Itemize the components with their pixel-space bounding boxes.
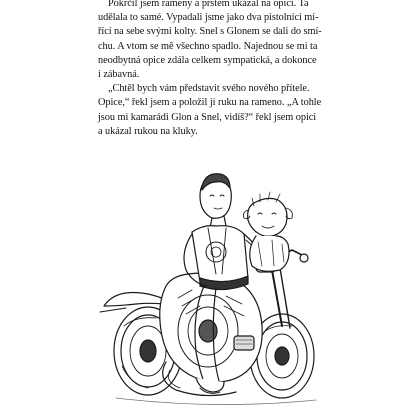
text-line: i zábavná. xyxy=(98,68,140,80)
text-line: neodbytná opice zdála celkem sympatická, a dokonce xyxy=(98,54,317,66)
text-line: Pokrčil jsem rameny a prstem ukázal na opici. Ta xyxy=(108,0,309,9)
story-text xyxy=(98,0,328,139)
text-line: „Chtěl bych vám představit svého nového přítele. xyxy=(108,83,310,95)
text-line: řící na sebe svými kolty. Snel s Glonem se dali do smí- xyxy=(98,26,322,38)
ground-shadow xyxy=(116,398,316,405)
monkey xyxy=(244,192,293,271)
text-line: Opice,“ řekl jsem a položil jí ruku na rameno. „A tohle xyxy=(98,97,322,109)
text-line: chu. A vtom se mě všechno spadlo. Najednou se mi ta xyxy=(98,40,318,52)
illustration-boy-on-motorcycle xyxy=(96,166,336,416)
text-line: udělala to samé. Vypadali jsme jako dva pistolníci mí- xyxy=(98,12,319,24)
text-line: a ukázal rukou na kluky. xyxy=(98,125,198,137)
text-line: jsou mi kamarádi Glon a Snel, vidíš?“ řekl jsem opici xyxy=(98,111,317,123)
